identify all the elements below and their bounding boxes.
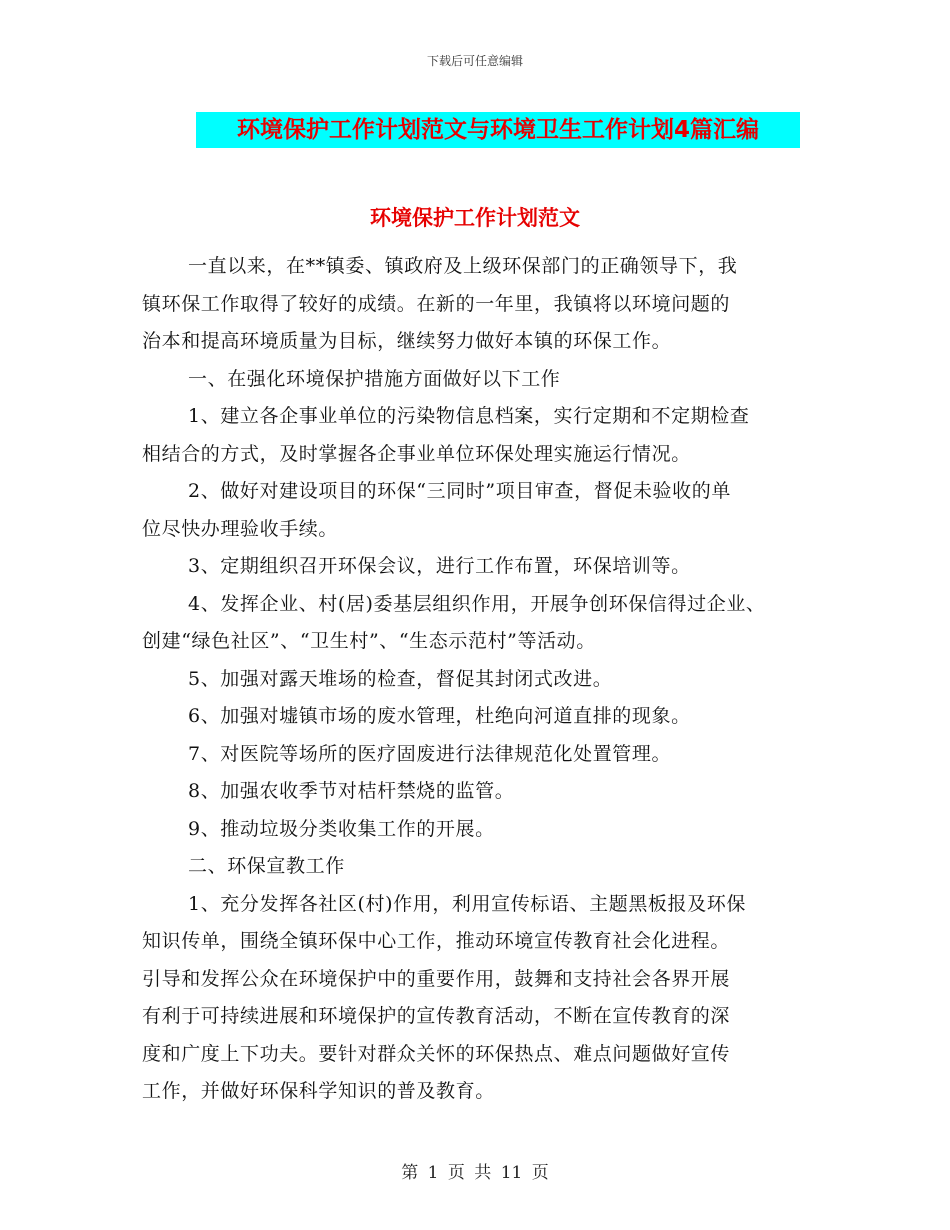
text-line: 度和广度上下功夫。要针对群众关怀的环保热点、难点问题做好宣传	[142, 1042, 731, 1065]
text-line: 治本和提高环境质量为目标，继续努力做好本镇的环保工作。	[142, 330, 672, 352]
text-line: 6、加强对墟镇市场的废水管理，杜绝向河道直排的现象。	[188, 705, 691, 727]
text-line: 7、对医院等场所的医疗固废进行法律规范化处置管理。	[188, 742, 672, 765]
header-note: 下载后可任意编辑	[426, 54, 523, 68]
text-line: 一直以来，在**镇委、镇政府及上级环保部门的正确领导下，我	[188, 255, 738, 277]
text-line: 1、充分发挥各社区(村)作用，利用宣传标语、主题黑板报及环保	[188, 892, 746, 915]
text-line: 位尽快办理验收手续。	[142, 517, 339, 540]
text-line: 镇环保工作取得了较好的成绩。在新的一年里，我镇将以环境问题的	[142, 292, 731, 315]
text-line: 知识传单，围绕全镇环保中心工作，推动环境宣传教育社会化进程。	[142, 930, 731, 952]
text-line: 5、加强对露天堆场的检查，督促其封闭式改进。	[188, 667, 613, 690]
text-line: 工作，并做好环保科学知识的普及教育。	[142, 1080, 495, 1102]
text-line: 引导和发挥公众在环境保护中的重要作用，鼓舞和支持社会各界开展	[142, 967, 731, 990]
text-line: 创建“绿色社区”、“卫生村”、“生态示范村”等活动。	[142, 630, 596, 652]
text-line: 2、做好对建设项目的环保“三同时”项目审查，督促未验收的单	[188, 480, 731, 502]
section-title: 环境保护工作计划范文	[370, 206, 580, 230]
text-line: 9、推动垃圾分类收集工作的开展。	[188, 817, 495, 840]
text-line: 一、在强化环境保护措施方面做好以下工作	[188, 367, 561, 390]
text-line: 8、加强农收季节对桔杆禁烧的监管。	[188, 780, 515, 802]
body-text	[142, 248, 810, 1111]
document-title: 环境保护工作计划范文与环境卫生工作计划4篇汇编	[196, 112, 800, 148]
text-line: 有利于可持续进展和环境保护的宣传教育活动，不断在宣传教育的深	[142, 1005, 731, 1027]
page-number-footer: 第 1 页 共 11 页	[401, 1163, 549, 1183]
text-line: 1、建立各企事业单位的污染物信息档案，实行定期和不定期检查	[188, 405, 750, 427]
text-line: 4、发挥企业、村(居)委基层组织作用，开展争创环保信得过企业、	[188, 592, 766, 615]
text-line: 3、定期组织召开环保会议，进行工作布置，环保培训等。	[188, 555, 691, 577]
text-line: 二、环保宣教工作	[188, 855, 345, 877]
text-line: 相结合的方式，及时掌握各企事业单位环保处理实施运行情况。	[142, 442, 691, 465]
